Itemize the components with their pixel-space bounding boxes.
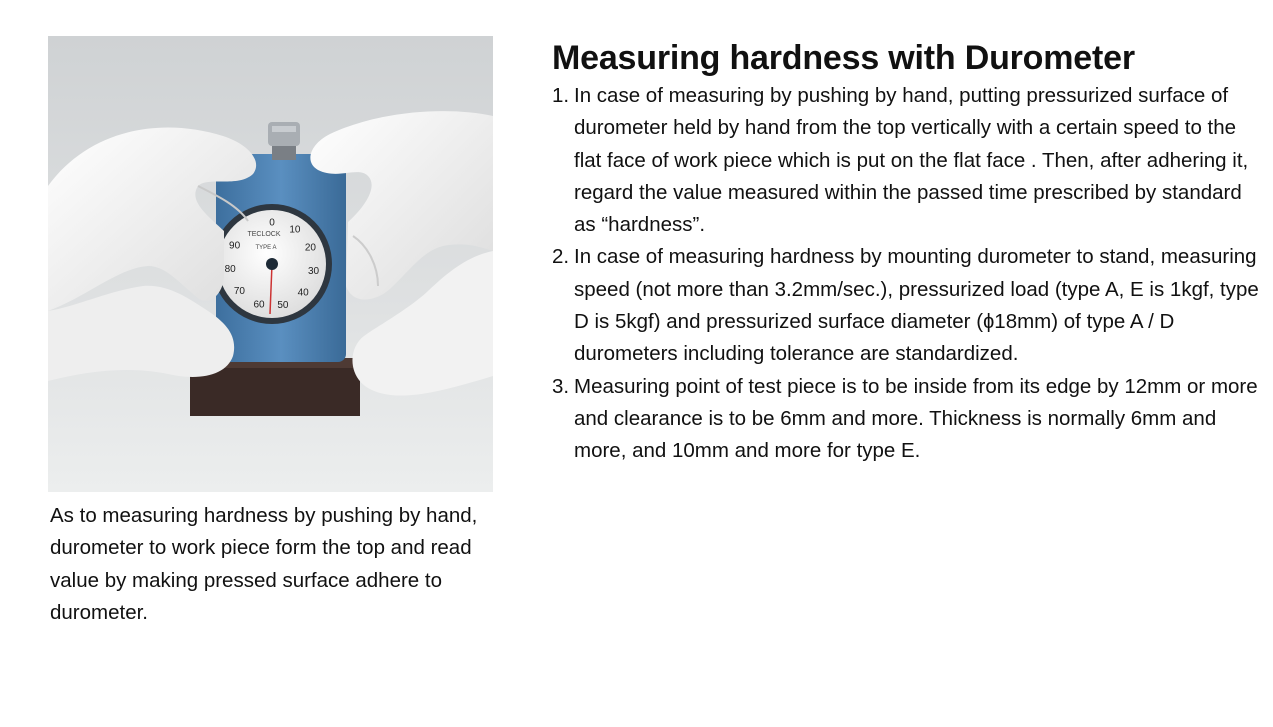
photo-caption: As to measuring hardness by pushing by hand, durometer to work piece form the top and read value by making pressed surface adhere to durometer.	[50, 504, 478, 624]
step-text: In case of measuring hardness by mounting durometer to stand, measuring speed (not more than 3.2mm/sec.), pressurized load (type A, E is 1kgf, type D is 5kgf) and pressurized surface diameter (ɸ18mm) of type A / D durometers including tolerance are standardized.	[574, 245, 1259, 366]
steps-list	[552, 80, 1267, 468]
content-section	[552, 36, 1267, 468]
step-number: 3.	[552, 374, 570, 398]
page-title: Measuring hardness with Durometer	[552, 39, 1135, 77]
dial-number: 10	[289, 224, 301, 236]
dial-type: TYPE A	[255, 245, 277, 251]
dial-number: 20	[304, 242, 316, 254]
dial-pivot	[266, 258, 278, 270]
durometer-photo	[48, 36, 493, 492]
step-number: 1.	[552, 84, 570, 107]
dial	[212, 204, 332, 324]
dial-number: 80	[224, 263, 236, 275]
step-item	[552, 371, 1267, 468]
dial-number: 30	[307, 266, 320, 278]
dial-brand: TECLOCK	[247, 231, 281, 238]
dial-number: 60	[253, 299, 265, 311]
dial-number: 0	[269, 217, 275, 229]
step-item	[552, 80, 1267, 241]
dial-number: 40	[297, 287, 309, 299]
dial-number: 50	[277, 300, 289, 312]
step-text: Measuring point of test piece is to be inside from its edge by 12mm or more and clearance is to be 6mm and more. Thickness is normally 6mm and more, and 10mm and more for type E.	[574, 374, 1258, 463]
step-text: In case of measuring by pushing by hand, putting pressurized surface of durometer held by hand from the top vertically with a certain speed to the flat face of work piece which is put on the flat face . Then, after adhering it, regard the value measured within the passed time prescribed by standard as “hardness”.	[574, 84, 1249, 237]
step-number: 2.	[552, 245, 570, 269]
dial-number: 70	[233, 285, 245, 297]
step-item	[552, 241, 1267, 370]
dial-number: 90	[229, 240, 241, 252]
